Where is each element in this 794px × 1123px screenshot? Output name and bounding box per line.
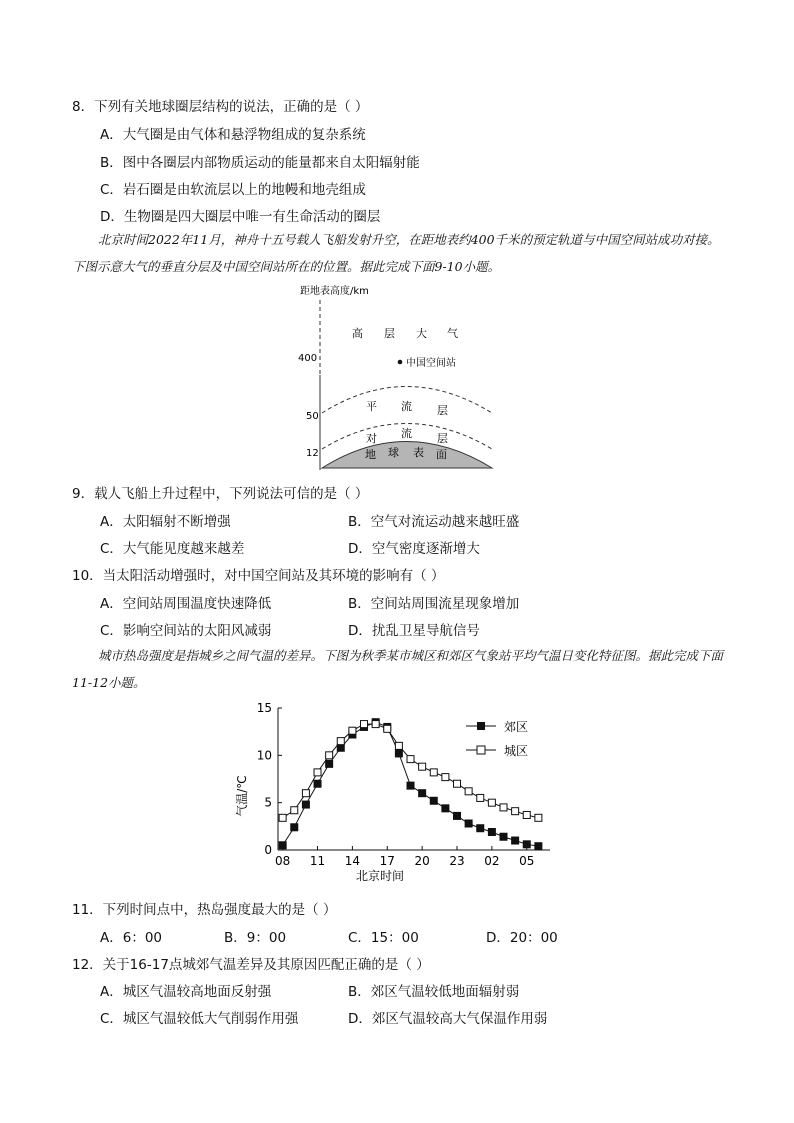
tropo-label-2: 流	[401, 427, 412, 440]
q8-option-c: C．岩石圈是由软流层以上的地幔和地壳组成	[100, 182, 366, 198]
urban-point	[442, 774, 449, 781]
tick-12: 12	[306, 448, 319, 459]
urban-point	[395, 742, 402, 749]
suburb-point	[395, 750, 402, 757]
suburb-point	[442, 805, 449, 812]
q8-option-b: B．图中各圈层内部物质运动的能量都来自太阳辐射能	[100, 155, 420, 171]
q11-option-b: B．9：00	[224, 930, 287, 946]
x-tick-label: 23	[449, 854, 465, 868]
tick-50: 50	[306, 411, 319, 422]
upper-layer-4: 气	[447, 327, 458, 340]
q10-option-d: D．扰乱卫星导航信号	[348, 623, 480, 639]
urban-point	[477, 794, 484, 801]
legend-urban-marker	[477, 746, 485, 754]
x-tick-label: 05	[519, 854, 535, 868]
urban-point	[326, 752, 333, 759]
urban-point	[430, 769, 437, 776]
surface-label-1: 地	[365, 448, 376, 461]
q10-option-a: A．空间站周围温度快速降低	[100, 596, 272, 612]
strat-label-1: 平	[366, 400, 377, 413]
suburb-point	[302, 801, 309, 808]
urban-point	[407, 756, 414, 763]
y-axis-label: 气温/℃	[235, 775, 249, 817]
tropo-label-1: 对	[366, 432, 377, 445]
urban-point	[314, 769, 321, 776]
tick-400: 400	[298, 353, 318, 364]
urban-point	[465, 788, 472, 795]
upper-layer-3: 大	[416, 327, 427, 340]
suburb-point	[488, 829, 495, 836]
legend-suburb-marker	[477, 722, 485, 730]
q12-option-a: A．城区气温较高地面反射强	[100, 984, 272, 1000]
urban-point	[454, 780, 461, 787]
suburb-point	[465, 820, 472, 827]
legend-suburb-label: 郊区	[504, 720, 529, 734]
suburb-point	[291, 824, 298, 831]
q11-stem: 11．下列时间点中，热岛强度最大的是（ ）	[72, 902, 337, 918]
urban-point	[535, 814, 542, 821]
x-tick-label: 11	[309, 854, 326, 868]
urban-point	[384, 725, 391, 732]
urban-point	[488, 799, 495, 806]
urban-point	[349, 727, 356, 734]
suburb-point	[430, 797, 437, 804]
temperature-chart	[228, 698, 568, 888]
upper-layer-2: 层	[384, 327, 395, 340]
q9-stem: 9．载人飞船上升过程中，下列说法可信的是（ ）	[72, 486, 369, 502]
surface-label-4: 面	[436, 448, 447, 461]
suburb-point	[477, 825, 484, 832]
axis-label: 距地表高度/km	[300, 286, 369, 297]
suburb-point	[337, 744, 344, 751]
suburb-point	[454, 812, 461, 819]
urban-point	[419, 763, 426, 770]
upper-layer-1: 高	[352, 327, 363, 340]
urban-point	[291, 807, 298, 814]
suburb-point	[279, 842, 286, 849]
suburb-point	[535, 843, 542, 850]
space-station-label: 中国空间站	[406, 358, 456, 369]
urban-point	[512, 808, 519, 815]
q12-option-c: C．城区气温较低大气削弱作用强	[100, 1011, 299, 1027]
urban-point	[523, 811, 530, 818]
q8-stem: 8．下列有关地球圈层结构的说法，正确的是（ ）	[72, 99, 369, 115]
x-axis-label: 北京时间	[355, 869, 405, 883]
y-tick-label: 10	[256, 748, 272, 763]
urban-point	[302, 790, 309, 797]
q9-option-a: A．太阳辐射不断增强	[100, 514, 231, 530]
urban-point	[337, 738, 344, 745]
q8-option-d: D．生物圈是四大圈层中唯一有生命活动的圈层	[100, 209, 381, 225]
suburb-point	[512, 837, 519, 844]
suburb-point	[407, 782, 414, 789]
passage-2: 城市热岛强度是指城乡之间气温的差异。下图为秋季某市城区和郊区气象站平均气温日变化特征图。据此完成下面11-12小题。	[72, 648, 724, 690]
q11-option-c: C．15：00	[348, 930, 419, 946]
q9-option-b: B．空气对流运动越来越旺盛	[348, 514, 520, 530]
surface-label-2: 球	[388, 446, 399, 459]
q10-option-c: C．影响空间站的太阳风减弱	[100, 623, 272, 639]
q10-stem: 10．当太阳活动增强时，对中国空间站及其环境的影响有（ ）	[72, 568, 445, 584]
q9-option-c: C．大气能见度越来越差	[100, 541, 245, 557]
y-tick-label: 0	[264, 843, 272, 857]
tropo-label-3: 层	[437, 432, 448, 445]
suburb-point	[500, 833, 507, 840]
strat-label-3: 层	[437, 404, 448, 417]
suburb-point	[314, 780, 321, 787]
x-tick-label: 14	[344, 854, 361, 868]
y-tick-label: 5	[264, 795, 272, 810]
atmosphere-diagram	[280, 280, 510, 475]
y-tick-label: 15	[256, 701, 272, 715]
urban-point	[361, 721, 368, 728]
passage-1: 北京时间2022年11月，神舟十五号载人飞船发射升空，在距地表约400千米的预定轨道与中国空间站成功对接。下图示意大气的垂直分层及中国空间站所在的位置。据此完成下面9-10小题。	[72, 232, 720, 274]
strat-label-2: 流	[401, 400, 412, 413]
q12-option-b: B．郊区气温较低地面辐射弱	[348, 984, 520, 1000]
q10-option-b: B．空间站周围流星现象增加	[348, 596, 520, 612]
q11-option-a: A．6：00	[100, 930, 163, 946]
q12-stem: 12．关于16-17点城郊气温差异及其原因匹配正确的是（ ）	[72, 957, 430, 973]
x-tick-label: 02	[484, 854, 500, 868]
q9-option-d: D．空气密度逐渐增大	[348, 541, 480, 557]
suburb-point	[419, 790, 426, 797]
q12-option-d: D．郊区气温较高大气保温作用弱	[348, 1011, 548, 1027]
earth-surface	[322, 442, 492, 469]
surface-label-3: 表	[413, 446, 424, 459]
suburb-point	[523, 841, 530, 848]
q8-option-a: A．大气圈是由气体和悬浮物组成的复杂系统	[100, 127, 366, 143]
urban-point	[372, 721, 379, 728]
urban-point	[500, 804, 507, 811]
x-tick-label: 17	[379, 854, 395, 868]
x-tick-label: 20	[414, 854, 430, 868]
suburb-point	[326, 760, 333, 767]
q11-option-d: D．20：00	[486, 930, 558, 946]
space-station-dot	[398, 360, 403, 365]
urban-point	[279, 814, 286, 821]
x-tick-label: 08	[275, 854, 291, 868]
legend-urban-label: 城区	[504, 744, 529, 758]
